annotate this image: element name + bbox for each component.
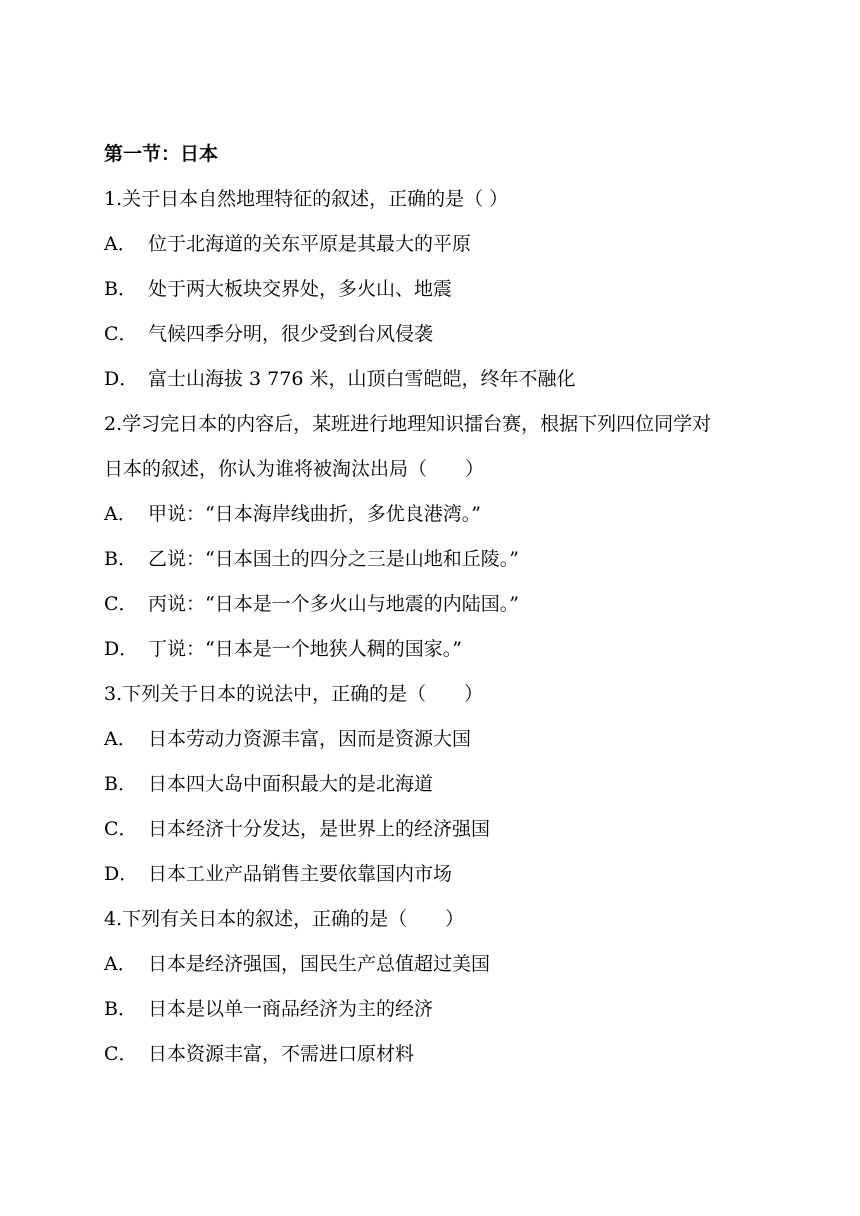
option-text: 日本工业产品销售主要依靠国内市场 xyxy=(148,863,453,885)
question-3-option-b xyxy=(104,772,433,796)
question-1-stem: 1.关于日本自然地理特征的叙述，正确的是（ ） xyxy=(104,188,509,210)
question-1-option-a xyxy=(104,232,471,256)
option-text: 日本是经济强国，国民生产总值超过美国 xyxy=(148,953,491,975)
option-text: 处于两大板块交界处，多火山、地震 xyxy=(148,278,453,300)
question-2-option-a xyxy=(104,502,481,526)
option-letter: C． xyxy=(104,818,138,840)
question-1-option-c xyxy=(104,322,433,346)
option-text: 日本四大岛中面积最大的是北海道 xyxy=(148,773,434,795)
option-letter: B． xyxy=(104,998,137,1020)
question-2-stem-line-2: 日本的叙述，你认为谁将被淘汰出局（ ） xyxy=(104,458,485,480)
question-4-option-c xyxy=(104,1042,414,1066)
question-1-option-b xyxy=(104,277,452,301)
option-text: 气候四季分明，很少受到台风侵袭 xyxy=(148,323,434,345)
option-text: 日本是以单一商品经济为主的经济 xyxy=(148,998,434,1020)
option-text: 日本资源丰富，不需进口原材料 xyxy=(148,1043,415,1065)
option-text: 位于北海道的关东平原是其最大的平原 xyxy=(148,233,472,255)
option-letter: D． xyxy=(104,863,139,885)
question-2-option-c xyxy=(104,592,519,616)
option-text: 日本劳动力资源丰富，因而是资源大国 xyxy=(148,728,472,750)
question-2-option-d xyxy=(104,637,462,661)
option-text: 富士山海拔 3 776 米，山顶白雪皑皑，终年不融化 xyxy=(148,368,576,390)
question-4-option-b xyxy=(104,997,433,1021)
question-3-option-c xyxy=(104,817,490,841)
option-letter: A． xyxy=(104,728,137,750)
question-3-option-d xyxy=(104,862,452,886)
section-title: 第一节：日本 xyxy=(104,143,219,165)
question-3-option-a xyxy=(104,727,471,751)
question-4-option-a xyxy=(104,952,490,976)
option-letter: B． xyxy=(104,773,137,795)
option-letter: C． xyxy=(104,593,138,615)
option-text: 日本经济十分发达，是世界上的经济强国 xyxy=(148,818,491,840)
option-letter: D． xyxy=(104,368,139,390)
question-3-stem: 3.下列关于日本的说法中，正确的是（ ） xyxy=(104,683,484,705)
question-2-stem-line-1: 2.学习完日本的内容后，某班进行地理知识擂台赛，根据下列四位同学对 xyxy=(104,413,712,435)
option-text: 甲说：“日本海岸线曲折，多优良港湾。” xyxy=(148,503,481,525)
question-2-option-b xyxy=(104,547,519,571)
option-text: 乙说：“日本国土的四分之三是山地和丘陵。” xyxy=(148,548,519,570)
option-letter: A． xyxy=(104,953,137,975)
option-letter: B． xyxy=(104,278,137,300)
question-1-option-d xyxy=(104,367,575,391)
option-letter: C． xyxy=(104,323,138,345)
option-letter: C． xyxy=(104,1043,138,1065)
option-letter: A． xyxy=(104,503,137,525)
option-letter: A． xyxy=(104,233,137,255)
option-letter: B． xyxy=(104,548,137,570)
question-4-stem: 4.下列有关日本的叙述，正确的是（ ） xyxy=(104,908,465,930)
option-text: 丁说：“日本是一个地狭人稠的国家。” xyxy=(148,638,462,660)
option-text: 丙说：“日本是一个多火山与地震的内陆国。” xyxy=(148,593,519,615)
option-letter: D． xyxy=(104,638,139,660)
